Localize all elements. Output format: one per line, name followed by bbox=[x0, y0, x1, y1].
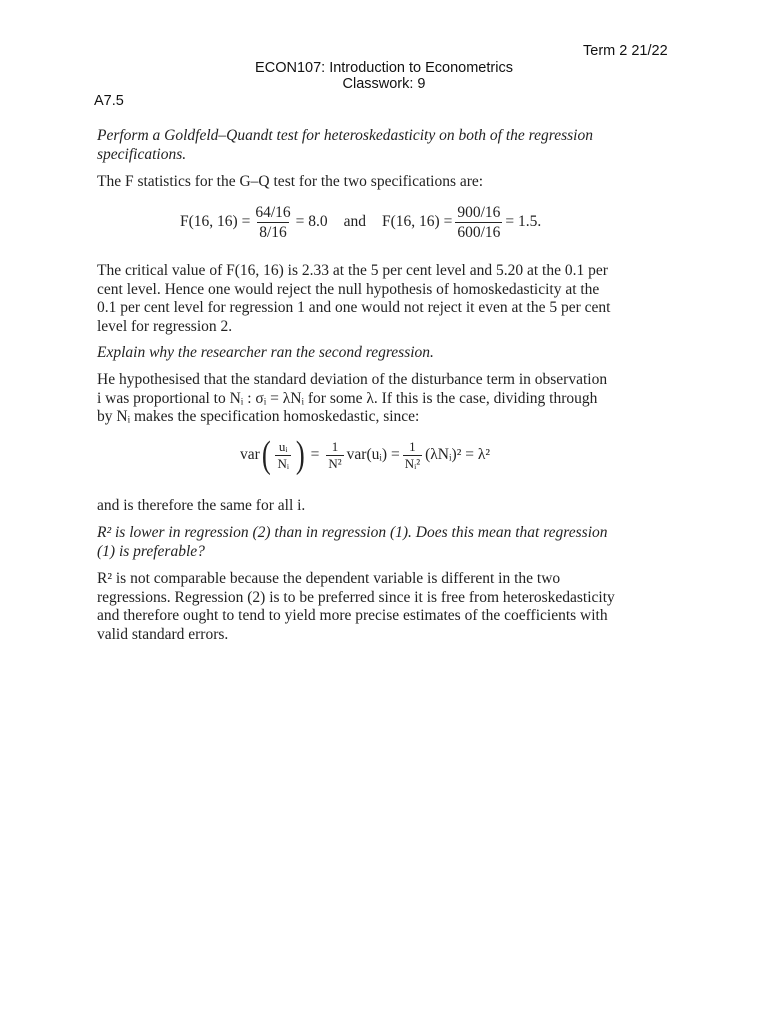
fraction-2-numerator: 900/16 bbox=[457, 204, 501, 221]
fraction-u-over-n bbox=[275, 440, 291, 471]
answer-1-body bbox=[97, 262, 667, 336]
question-1: Perform a Goldfeld–Quandt test for heteroskedasticity on both of the regression specifications. bbox=[97, 127, 593, 163]
answer-3-body bbox=[97, 570, 667, 644]
answer-2-end: and is therefore the same for all i. bbox=[97, 497, 306, 514]
answer-1-line-2: cent level. Hence one would reject the null hypothesis of homoskedasticity at the bbox=[97, 280, 600, 298]
eq1-result-1: = 8.0 bbox=[295, 213, 328, 231]
right-paren-icon: ) bbox=[295, 434, 305, 476]
fraction-1-denominator: 8/16 bbox=[259, 224, 287, 241]
fraction-one-2: 1 bbox=[409, 438, 416, 454]
fraction-n: Nᵢ bbox=[277, 455, 289, 471]
fraction-one-1: 1 bbox=[331, 438, 339, 454]
answer-1-line-3: 0.1 per cent level for regression 1 and one would not reject it even at the 5 per cent bbox=[97, 299, 611, 316]
answer-1-intro: The F statistics for the G–Q test for the two specifications are: bbox=[97, 173, 484, 190]
eq2-tail: (λNᵢ)² = λ² bbox=[425, 445, 490, 463]
answer-1-line-4: level for regression 2. bbox=[97, 317, 233, 335]
question-3 bbox=[97, 524, 667, 561]
eq2-equals: = bbox=[310, 445, 320, 463]
answer-2-body bbox=[97, 371, 667, 427]
question-3-line-1: R² is lower in regression (2) than in regression (1). Does this mean that regression bbox=[97, 524, 608, 541]
fraction-one-over-n-sq bbox=[326, 440, 343, 471]
f-statistic-equation bbox=[180, 204, 541, 241]
variance-equation bbox=[240, 436, 490, 474]
answer-2-line-1: He hypothesised that the standard deviation of the disturbance term in observation bbox=[97, 371, 608, 388]
term-label: Term 2 21/22 bbox=[583, 43, 668, 59]
document-title bbox=[0, 60, 768, 92]
answer-2-line-3: by Nᵢ makes the specification homoskedastic, since: bbox=[97, 408, 420, 425]
question-2: Explain why the researcher ran the second regression. bbox=[97, 344, 434, 361]
eq2-var-u: var(uᵢ) = bbox=[346, 445, 400, 463]
eq1-and: and bbox=[343, 213, 367, 231]
fraction-2 bbox=[455, 204, 502, 241]
fraction-one-over-ni-sq bbox=[403, 440, 422, 471]
fraction-1 bbox=[253, 204, 292, 241]
fraction-u: uᵢ bbox=[278, 438, 288, 454]
course-title: ECON107: Introduction to Econometrics bbox=[255, 60, 513, 76]
answer-3-line-3: and therefore ought to tend to yield more precise estimates of the coefficients with bbox=[97, 607, 608, 624]
fraction-2-denominator: 600/16 bbox=[457, 224, 501, 241]
answer-2-line-2: i was proportional to Nᵢ : σᵢ = λNᵢ for some λ. If this is the case, dividing through bbox=[97, 389, 598, 407]
eq1-result-2: = 1.5. bbox=[505, 213, 542, 231]
fraction-n-sq-2: Nᵢ² bbox=[404, 455, 421, 471]
classwork-title: Classwork: 9 bbox=[342, 76, 426, 92]
left-paren-icon: ( bbox=[261, 434, 271, 476]
answer-3-line-2: regressions. Regression (2) is to be preferred since it is free from heteroskedasticity bbox=[97, 588, 615, 606]
answer-3-line-1: R² is not comparable because the dependent variable is different in the two bbox=[97, 570, 561, 587]
eq2-var: var bbox=[240, 445, 260, 463]
answer-3-line-4: valid standard errors. bbox=[97, 625, 229, 643]
fraction-n-sq-1: N² bbox=[328, 455, 342, 471]
question-3-line-2: (1) is preferable? bbox=[97, 542, 205, 560]
answer-1-line-1: The critical value of F(16, 16) is 2.33 at the 5 per cent level and 5.20 at the 0.1 per bbox=[97, 262, 608, 279]
eq1-lhs-1: F(16, 16) = bbox=[180, 213, 251, 231]
question-number: A7.5 bbox=[94, 93, 124, 109]
eq1-lhs-2: F(16, 16) = bbox=[382, 213, 453, 231]
fraction-1-numerator: 64/16 bbox=[255, 204, 291, 221]
